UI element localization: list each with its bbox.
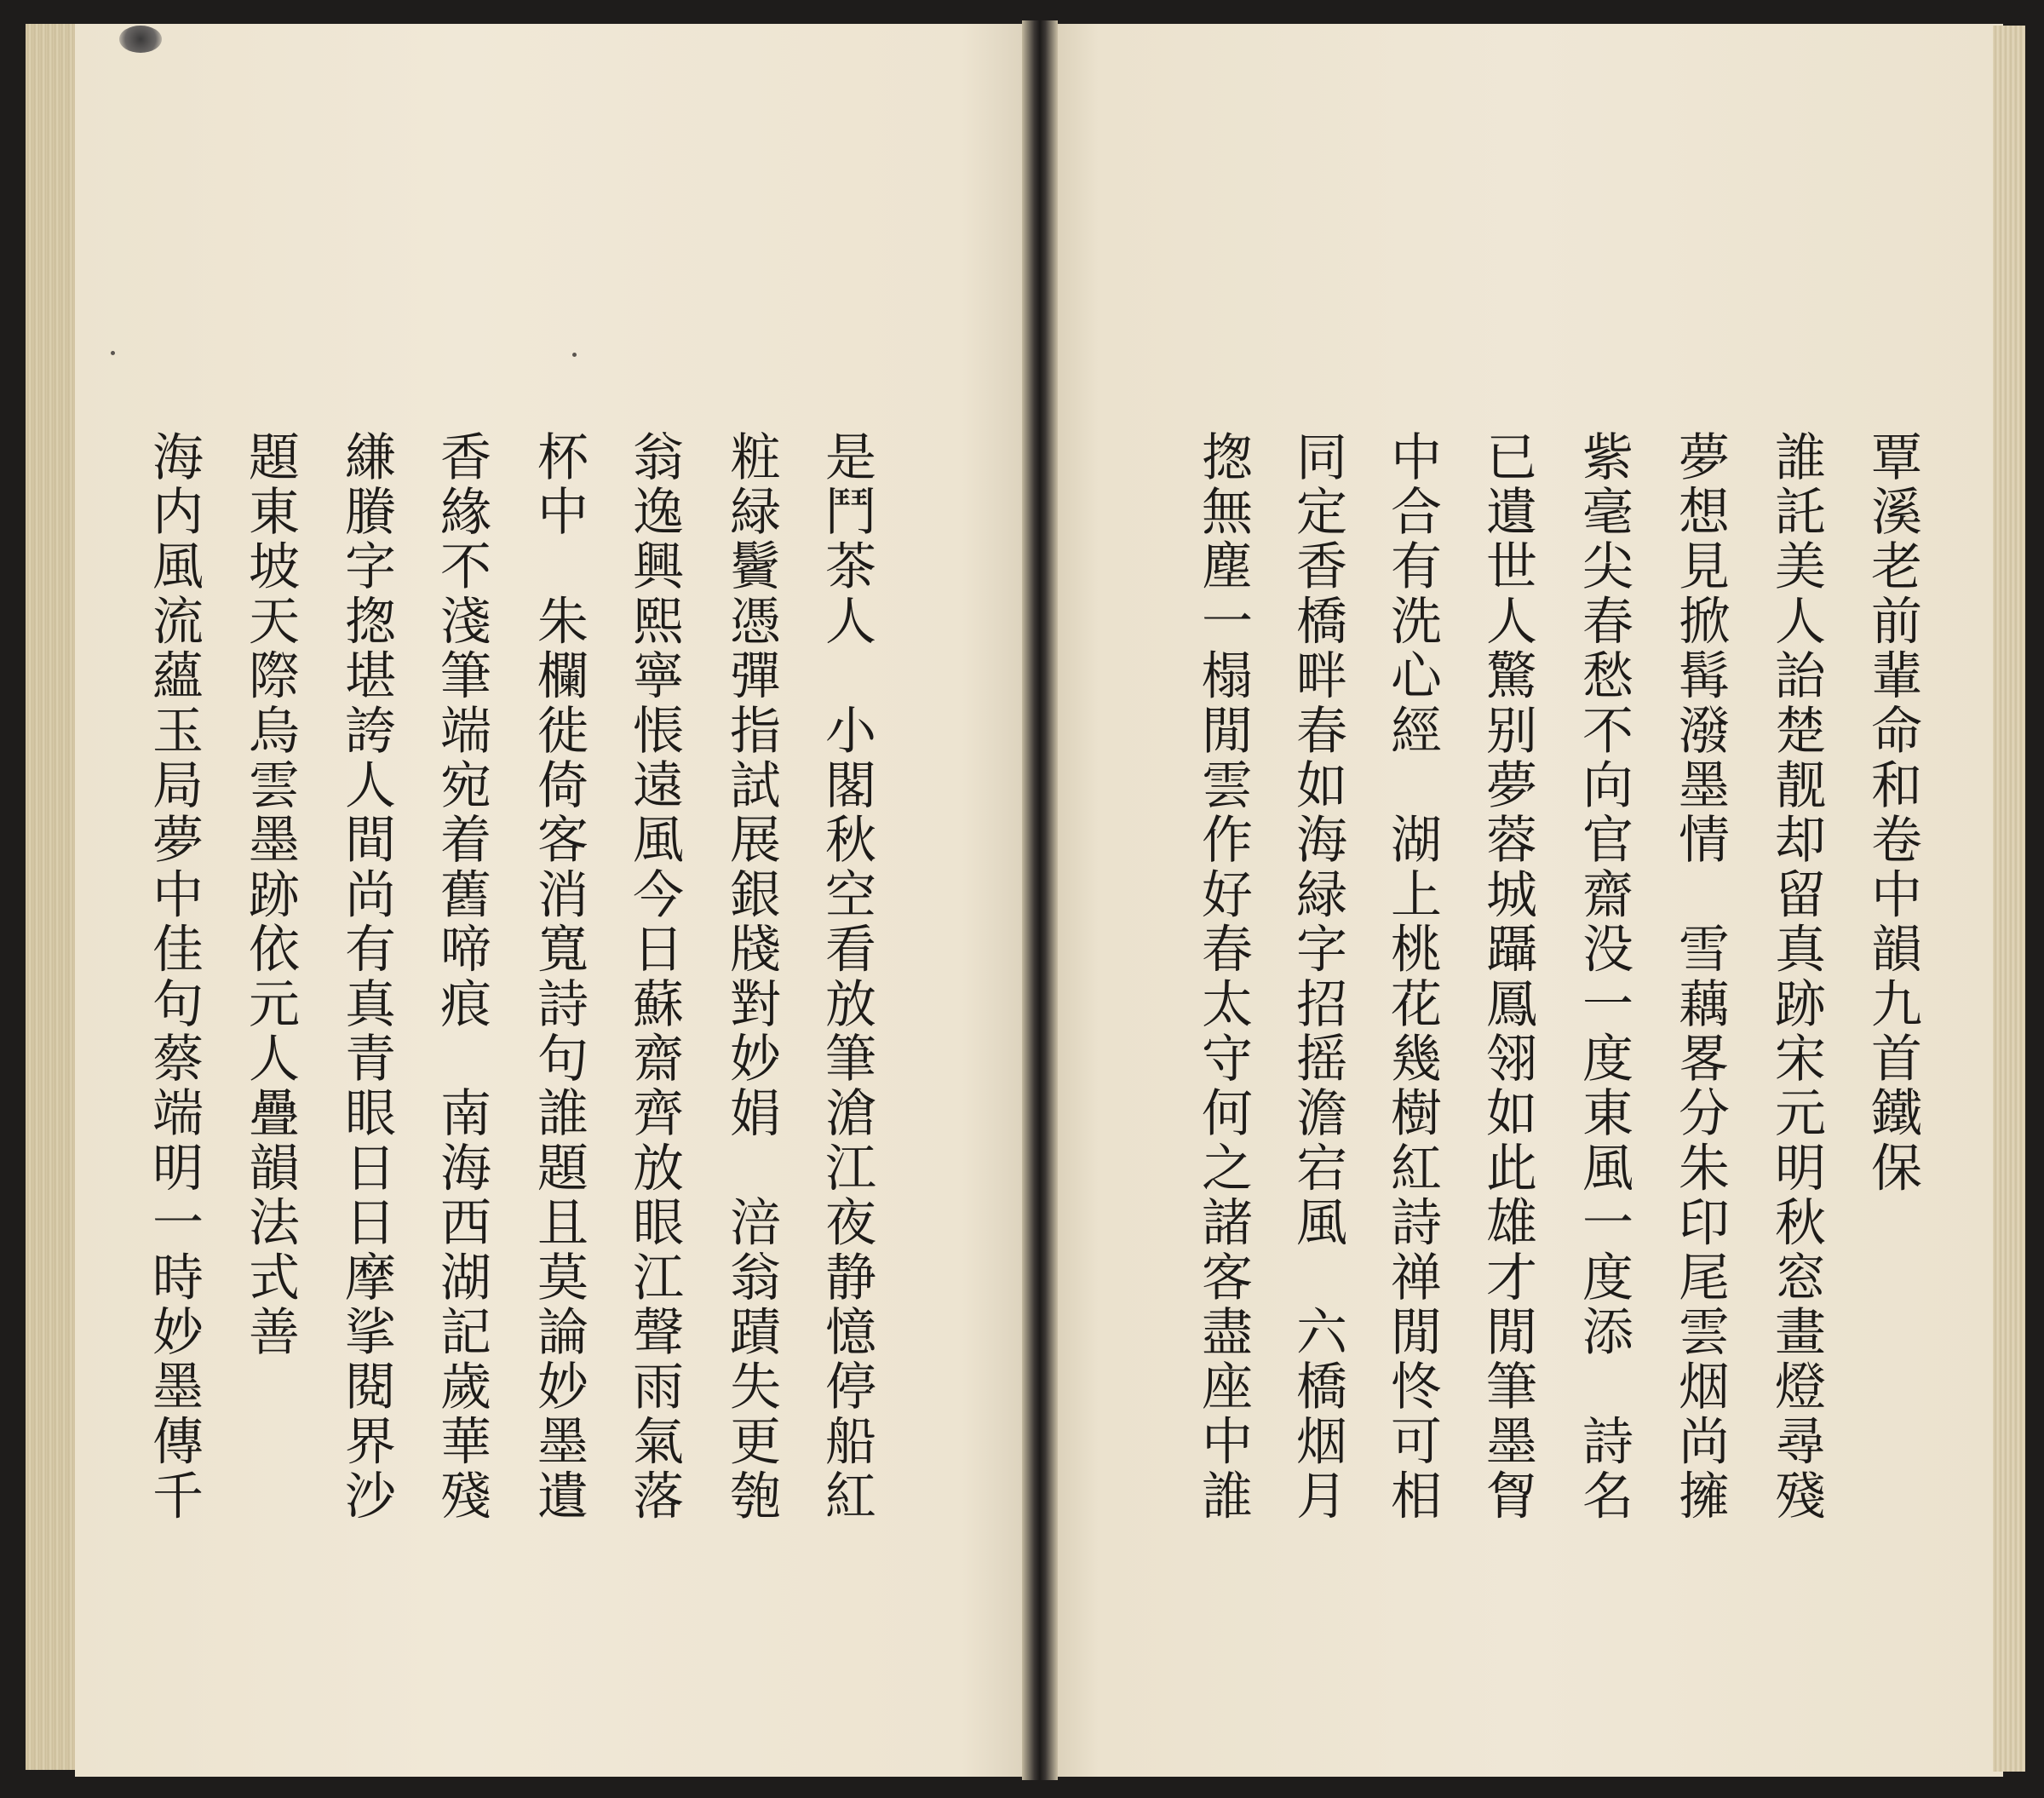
left-column-5: 香緣不淺筆端宛着舊啼痕 南海西湖記歲華殘 [432, 430, 491, 1524]
right-column-1: 覃溪老前輩命和卷中韻九首鐵保 [1863, 430, 1922, 1196]
paper-speck [572, 353, 577, 357]
right-column-2: 誰託美人詒楚靓却留真跡宋元明秋窓畫燈尋殘 [1766, 430, 1826, 1524]
left-column-2: 粧緑鬢憑彈指試展銀牋對妙娟 涪翁蹟失更匏 [721, 430, 781, 1524]
right-column-3: 夢想見掀髯潑墨情 雪藕畧分朱印尾雲烟尚擁 [1670, 430, 1730, 1524]
right-column-6: 中合有洗心經 湖上桃花幾樹紅詩禅閒㤏可相 [1382, 430, 1442, 1524]
right-page-edge [1993, 26, 2025, 1772]
left-column-1: 是鬥茶人 小閣秋空看放筆滄江夜静憶停船紅 [817, 430, 876, 1524]
left-column-8: 海内風流蘊玉局夢中佳句蔡端明一時妙墨傳千 [144, 430, 204, 1524]
right-column-7: 同定香橋畔春如海緑字招摇澹宕風 六橋烟月 [1288, 430, 1347, 1524]
ink-stain [119, 26, 162, 53]
left-column-7: 題東坡天際烏雲墨跡依元人疊韻法式善 [240, 430, 300, 1360]
left-column-3: 翁逸興熙寧悵遠風今日蘇齋齊放眼江聲雨氣落 [624, 430, 684, 1524]
right-column-4: 紫毫尖春愁不向官齋没一度東風一度添 詩名 [1574, 430, 1633, 1524]
book-gutter [1022, 20, 1058, 1780]
paper-speck [111, 351, 115, 355]
left-column-6: 縑賸字揔堪誇人間尚有真青眼日日摩挲閱界沙 [336, 430, 396, 1524]
left-page-edge [26, 24, 78, 1770]
right-column-5: 已遺世人驚别夢蓉城躡鳳翎如此雄才閒筆墨胷 [1478, 430, 1537, 1524]
right-column-8: 揔無塵一榻閒雲作好春太守何之諸客盡座中誰 [1193, 430, 1253, 1524]
left-column-4: 杯中 朱欄徙倚客消寬詩句誰題且莫論妙墨遺 [529, 430, 589, 1524]
